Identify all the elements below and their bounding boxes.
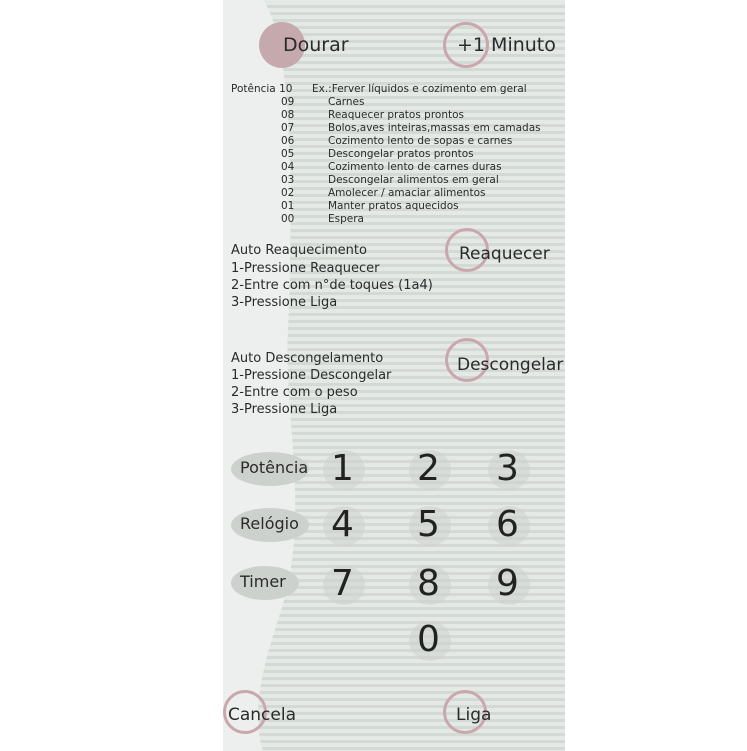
digit-9-key[interactable]: 9 <box>496 563 519 604</box>
digit-5-key[interactable]: 5 <box>417 504 440 545</box>
power-level-description: Carnes <box>328 96 365 108</box>
panel-stripe <box>223 635 565 638</box>
panel-stripe <box>223 642 565 645</box>
panel-stripe <box>223 684 565 687</box>
digit-8-key[interactable]: 8 <box>417 563 440 604</box>
power-level: 04 <box>281 161 295 173</box>
panel-stripe <box>223 12 565 15</box>
panel-stripe <box>223 19 565 22</box>
reheat-title: Auto Reaquecimento <box>231 243 367 258</box>
power-level: 03 <box>281 174 295 186</box>
digit-3-key[interactable]: 3 <box>496 448 519 489</box>
digit-7-key[interactable]: 7 <box>331 563 354 604</box>
power-level-description: Amolecer / amaciar alimentos <box>328 187 486 199</box>
digit-0-key[interactable]: 0 <box>417 619 440 660</box>
panel-stripe <box>223 740 565 743</box>
power-level: 08 <box>281 109 295 121</box>
panel-stripe <box>223 691 565 694</box>
defrost-button[interactable]: Descongelar <box>457 355 564 375</box>
defrost-title: Auto Descongelamento <box>231 351 384 366</box>
power-level: 01 <box>281 200 295 212</box>
power-table-header-label: Potência 10 <box>231 83 293 95</box>
power-level-description: Descongelar pratos prontos <box>328 148 474 160</box>
panel-stripe <box>223 747 565 750</box>
power-level-description: Bolos,aves inteiras,massas em camadas <box>328 122 541 134</box>
panel-stripe <box>223 670 565 673</box>
power-level: 06 <box>281 135 295 147</box>
panel-stripe <box>223 677 565 680</box>
digit-2-key[interactable]: 2 <box>417 448 440 489</box>
digit-4-key[interactable]: 4 <box>331 504 354 545</box>
plus-minute-button[interactable]: +1 Minuto <box>457 34 556 56</box>
power-level-description: Espera <box>328 213 364 225</box>
panel-stripe <box>223 656 565 659</box>
reheat-step-1: 1-Pressione Reaquecer <box>231 261 380 276</box>
power-level-description: Cozimento lento de sopas e carnes <box>328 135 513 147</box>
cancela-button[interactable]: Cancela <box>228 705 297 725</box>
liga-button[interactable]: Liga <box>456 705 492 725</box>
panel-stripe <box>223 649 565 652</box>
reheat-button[interactable]: Reaquecer <box>459 244 550 264</box>
panel-stripe <box>223 698 565 701</box>
power-level: 05 <box>281 148 295 160</box>
defrost-step-3: 3-Pressione Liga <box>231 402 338 417</box>
defrost-step-2: 2-Entre com o peso <box>231 385 358 400</box>
power-level-description: Descongelar alimentos em geral <box>328 174 499 186</box>
power-level-description: Manter pratos aquecidos <box>328 200 459 212</box>
power-level: 00 <box>281 213 295 225</box>
digit-6-key[interactable]: 6 <box>496 504 519 545</box>
power-table-header-example: Ex.:Ferver líquidos e cozimento em geral <box>312 83 527 95</box>
power-level-description: Cozimento lento de carnes duras <box>328 161 502 173</box>
panel-stripe <box>223 733 565 736</box>
reheat-step-3: 3-Pressione Liga <box>231 295 338 310</box>
defrost-step-1: 1-Pressione Descongelar <box>231 368 392 383</box>
reheat-step-2: 2-Entre com n°de toques (1a4) <box>231 278 433 293</box>
control-panel <box>223 0 565 751</box>
power-level: 02 <box>281 187 295 199</box>
power-level: 07 <box>281 122 295 134</box>
panel-stripe <box>223 663 565 666</box>
panel-stripe <box>223 5 565 8</box>
panel-stripe <box>223 726 565 729</box>
timer-key[interactable]: Timer <box>240 572 286 591</box>
digit-1-key[interactable]: 1 <box>331 448 354 489</box>
power-level-description: Reaquecer pratos prontos <box>328 109 464 121</box>
potencia-key[interactable]: Potência <box>240 458 309 477</box>
power-level: 09 <box>281 96 295 108</box>
relogio-key[interactable]: Relógio <box>240 514 299 533</box>
dourar-button[interactable]: Dourar <box>283 34 349 56</box>
